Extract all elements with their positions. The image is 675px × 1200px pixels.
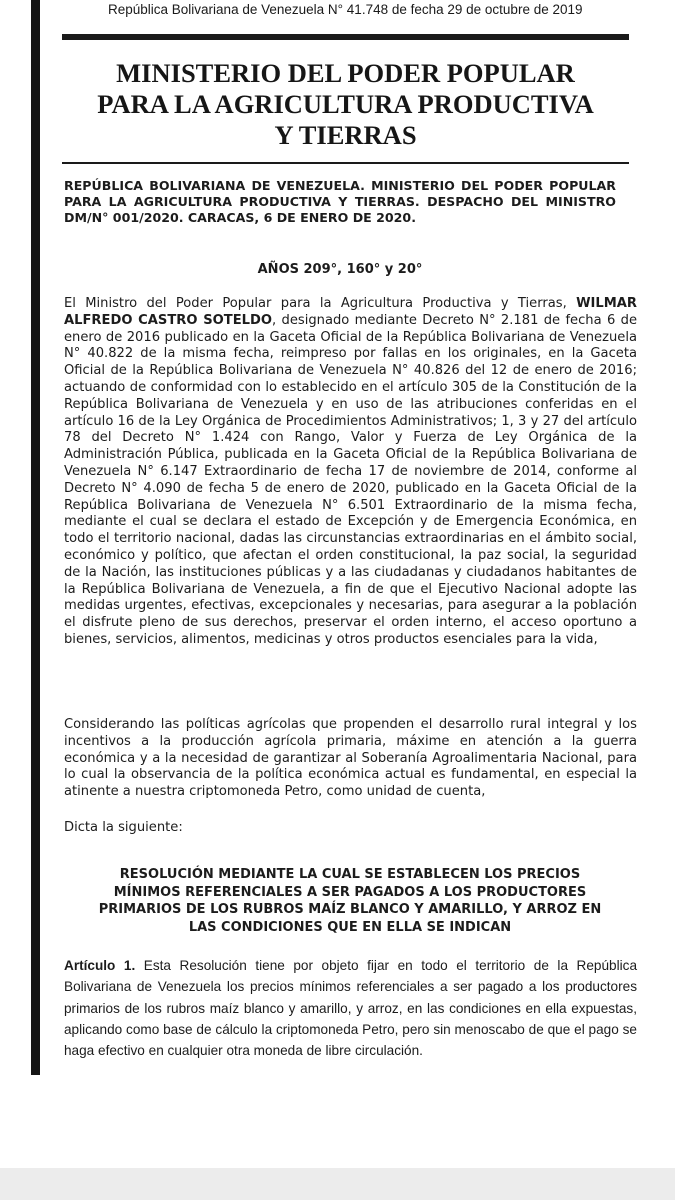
left-margin-rule xyxy=(31,0,40,1075)
page-bottom-margin xyxy=(0,1075,675,1168)
article-label: Artículo 1. xyxy=(64,958,136,973)
header-divider xyxy=(62,34,629,40)
ministry-title-line: MINISTERIO DEL PODER POPULAR xyxy=(116,58,575,88)
title-divider xyxy=(62,162,629,164)
ministry-title-line: Y TIERRAS xyxy=(274,120,417,150)
resolution-title-line: RESOLUCIÓN MEDIANTE LA CUAL SE ESTABLECEN LOS PRECIOS xyxy=(119,867,581,882)
paragraph-lead: El Ministro del Poder Popular para la Agricultura Productiva y Tierras, xyxy=(64,296,577,311)
ministry-title xyxy=(62,58,629,151)
article-text: Esta Resolución tiene por objeto fijar en todo el territorio de la República Bolivariana de Venezuela los precios mínimos referenciales a ser pagado a los productores primarios de los rubros maíz blanco y amarillo, y arroz, en las condiciones en ella expuestas, aplicando como base de cálculo la criptomoneda Petro, pero sin menoscabo de que el pago se haga efectivo en cualquier otra moneda de libre circulación. xyxy=(64,958,638,1059)
resolution-title-line: LAS CONDICIONES QUE EN ELLA SE INDICAN xyxy=(188,919,512,935)
considering-paragraph xyxy=(64,296,637,649)
ministry-title-line: PARA LA AGRICULTURA PRODUCTIVA xyxy=(97,89,594,119)
agricultural-policy-paragraph: Considerando las políticas agrícolas que propenden el desarrollo rural integral y los incentivos a la producción agrícola primaria, máxime en atención a la guerra económica y a la necesidad de garantizar al Soberanía Agroalimentaria Nacional, para lo cual la observancia de la política económica actual es fundamental, en especial la atinente a nuestra criptomoneda Petro, como unidad de cuenta, xyxy=(64,717,637,800)
dicta-line: Dicta la siguiente: xyxy=(64,820,183,835)
resolution-title xyxy=(64,866,636,936)
resolution-title-line: PRIMARIOS DE LOS RUBROS MAÍZ BLANCO Y AMARILLO, Y ARROZ EN xyxy=(98,902,602,917)
article-1 xyxy=(64,955,637,1061)
viewer-bottom-bar xyxy=(0,1168,675,1200)
intro-heading: REPÚBLICA BOLIVARIANA DE VENEZUELA. MINISTERIO DEL PODER POPULAR PARA LA AGRICULTURA PRODUCTIVA Y TIERRAS. DESPACHO DEL MINISTRO DM/N° 001/2020. CARACAS, 6 DE ENERO DE 2020. xyxy=(64,178,616,225)
resolution-title-line: MÍNIMOS REFERENCIALES A SER PAGADOS A LOS PRODUCTORES xyxy=(113,884,587,900)
gazette-header: República Bolivariana de Venezuela N° 41.748 de fecha 29 de octubre de 2019 xyxy=(108,2,583,17)
minister-name: WILMAR ALFREDO CASTRO SOTELDO xyxy=(64,296,637,328)
years-line: AÑOS 209°, 160° y 20° xyxy=(257,262,423,277)
paragraph-rest: , designado mediante Decreto N° 2.181 de fecha 6 de enero de 2016 publicado en la Gaceta Oficial de la República Bolivariana de Venezuela N° 40.822 de la misma fecha, reimpreso por fallas en los originales, en la Gaceta Oficial de la República Bolivariana de Venezuela N° 40.826 del 12 de enero de 2016; actuando de conformidad con lo establecido en el artículo 305 de la Constitución de la República Bolivariana de Venezuela y en uso de las atribuciones conferidas en el artículo 16 de la Ley Orgánica de Procedimientos Administrativos; 1, 3 y 27 del artículo 78 del Decreto N° 1.424 con Rango, Valor y Fuerza de Ley Orgánica de la Administración Pública, publicada en la Gaceta Oficial de la República Bolivariana de Venezuela N° 6.147 Extraordinario de fecha 17 de noviembre de 2014, conforme al Decreto N° 4.090 de fecha 5 de enero de 2020, publicado en la Gaceta Oficial de la República Bolivariana de Venezuela N° 6.501 Extraordinario de la misma fecha, mediante el cual se declara el estado de Excepción y de Emergencia Económica, en todo el territorio nacional, dadas las circunstancias extraordinarias en el ámbito social, económico y político, que afectan el orden constitucional, la paz social, la seguridad de la Nación, las instituciones públicas y a las ciudadanas y ciudadanos habitantes de la República Bolivariana de Venezuela, a fin de que el Ejecutivo Nacional adopte las medidas urgentes, efectivas, excepcionales y necesarias, para asegurar a la población el disfrute pleno de sus derechos, preservar el orden interno, el acceso oportuno a bienes, servicios, alimentos, medicinas y otros productos esenciales para la vida, xyxy=(64,312,638,647)
